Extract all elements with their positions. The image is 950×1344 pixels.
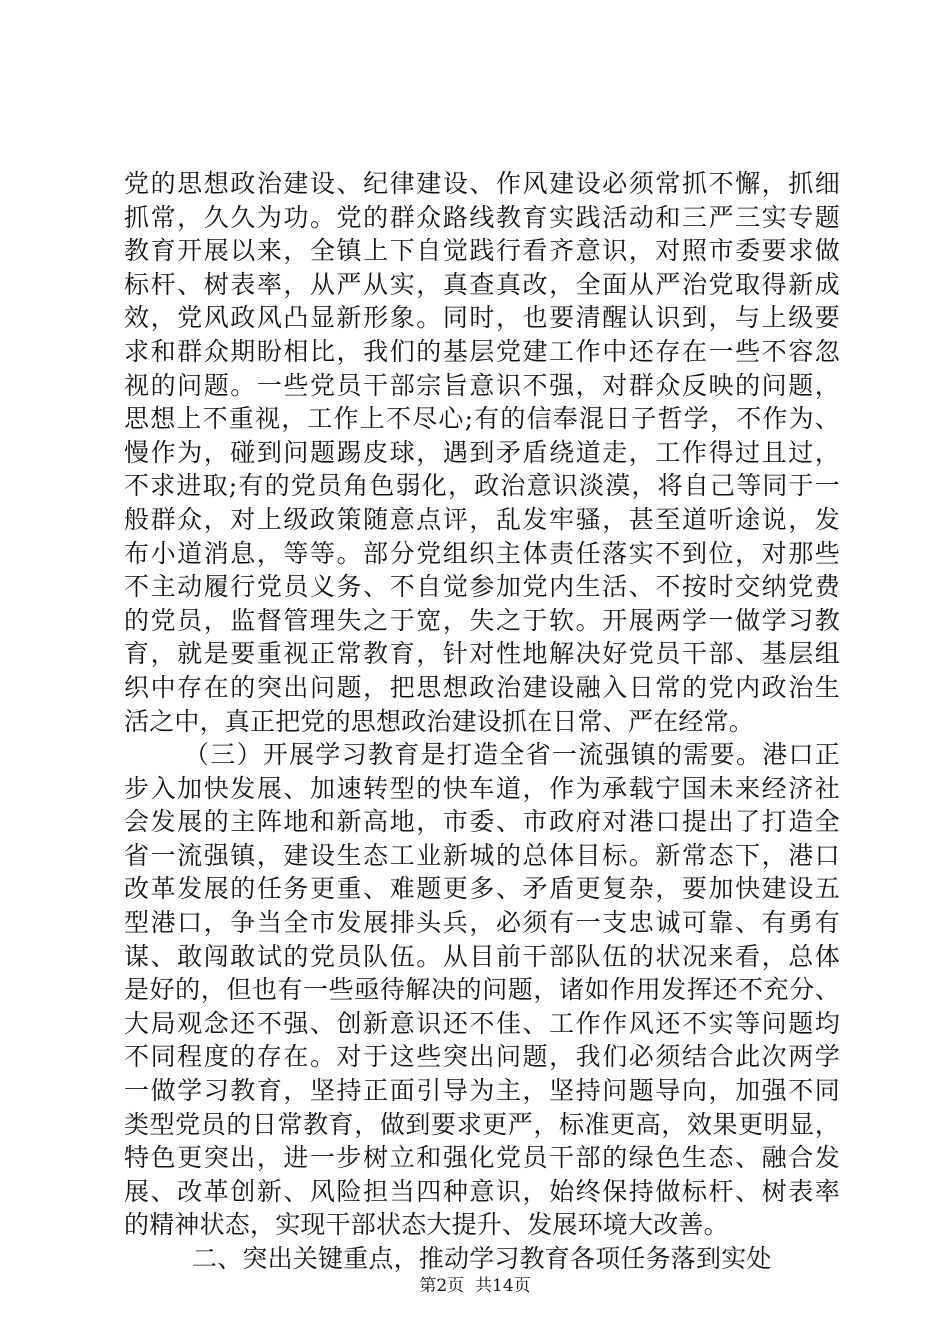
- text-line: 大局观念还不强、创新意识还不佳、工作作风还不实等问题均: [124, 1008, 840, 1038]
- text-line: 不同程度的存在。对于这些突出问题，我们必须结合此次两学: [124, 1042, 840, 1072]
- text-line: 型港口，争当全市发展排头兵，必须有一支忠诚可靠、有勇有: [124, 908, 840, 938]
- text-line: 展、改革创新、风险担当四种意识，始终保持做标杆、树表率: [124, 1176, 840, 1206]
- text-line: 思想上不重视，工作上不尽心;有的信奉混日子哲学，不作为、: [124, 404, 840, 434]
- text-line: 视的问题。一些党员干部宗旨意识不强，对群众反映的问题，: [124, 370, 840, 400]
- text-line: 是好的，但也有一些亟待解决的问题，诸如作用发挥还不充分、: [124, 975, 840, 1005]
- text-line: 不主动履行党员义务、不自觉参加党内生活、不按时交纳党费: [124, 572, 840, 602]
- text-line: 活之中，真正把党的思想政治建设抓在日常、严在经常。: [124, 706, 755, 736]
- paragraph-1: [124, 167, 840, 738]
- text-line: 改革发展的任务更重、难题更多、矛盾更复杂，要加快建设五: [124, 874, 840, 904]
- text-line: 类型党员的日常教育，做到要求更严，标准更高，效果更明显，: [124, 1109, 840, 1139]
- text-line: 教育开展以来，全镇上下自觉践行看齐意识，对照市委要求做: [124, 236, 840, 266]
- text-line: 求和群众期盼相比，我们的基层党建工作中还存在一些不容忽: [124, 336, 840, 366]
- text-line: 特色更突出，进一步树立和强化党员干部的绿色生态、融合发: [124, 1143, 840, 1173]
- text-line: 抓常，久久为功。党的群众路线教育实践活动和三严三实专题: [124, 202, 840, 232]
- text-line: 育，就是要重视正常教育，针对性地解决好党员干部、基层组: [124, 639, 840, 669]
- text-line: 效，党风政风凸显新形象。同时，也要清醒认识到，与上级要: [124, 303, 840, 333]
- text-line: 慢作为，碰到问题踢皮球，遇到矛盾绕道走，工作得过且过，: [124, 437, 840, 467]
- text-line: 织中存在的突出问题，把思想政治建设融入日常的党内政治生: [124, 672, 840, 702]
- page-number: 第2页: [419, 1276, 465, 1296]
- text-line: （三）开展学习教育是打造全省一流强镇的需要。港口正: [184, 740, 840, 770]
- text-line: 的精神状态，实现干部状态大提升、发展环境大改善。: [124, 1210, 729, 1240]
- paragraph-2: [124, 738, 840, 1242]
- text-line: 党的思想政治建设、纪律建设、作风建设必须常抓不懈，抓细: [124, 169, 840, 198]
- text-line: 标杆、树表率，从严从实，真查真改，全面从严治党取得新成: [124, 269, 840, 299]
- text-line: 省一流强镇，建设生态工业新城的总体目标。新常态下，港口: [124, 840, 840, 870]
- text-line: 谋、敢闯敢试的党员队伍。从目前干部队伍的状况来看，总体: [124, 941, 840, 971]
- section-heading: 二、突出关键重点，推动学习教育各项任务落到实处: [192, 1244, 772, 1273]
- text-line: 一做学习教育，坚持正面引导为主，坚持问题导向，加强不同: [124, 1076, 840, 1106]
- text-line: 会发展的主阵地和新高地，市委、市政府对港口提出了打造全: [124, 807, 840, 837]
- text-line: 的党员，监督管理失之于宽，失之于软。开展两学一做学习教: [124, 605, 840, 635]
- page-footer: [0, 1275, 950, 1297]
- document-body: [124, 167, 840, 1276]
- text-line: 布小道消息，等等。部分党组织主体责任落实不到位，对那些: [124, 538, 840, 568]
- text-line: 般群众，对上级政策随意点评，乱发牢骚，甚至道听途说，发: [124, 504, 840, 534]
- text-line: 不求进取;有的党员角色弱化，政治意识淡漠，将自己等同于一: [124, 471, 840, 501]
- page-total: 共14页: [475, 1276, 531, 1296]
- text-line: 步入加快发展、加速转型的快车道，作为承载宁国未来经济社: [124, 773, 840, 803]
